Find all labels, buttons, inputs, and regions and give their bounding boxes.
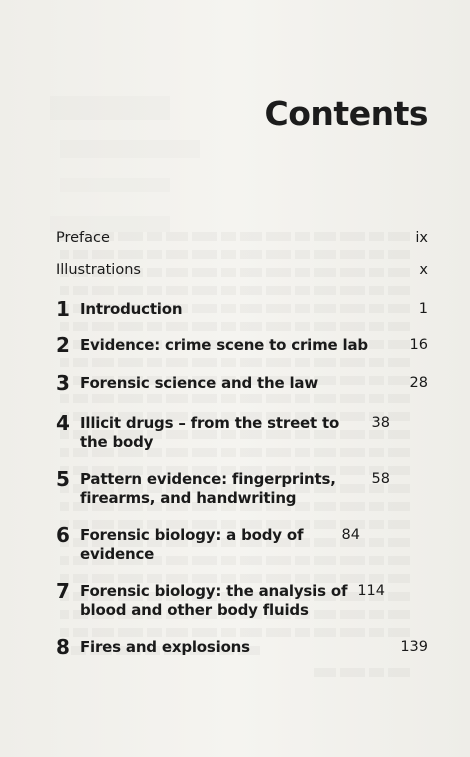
chapter-number: 3 [56, 371, 70, 395]
toc-entry-title: Illustrations [56, 262, 141, 278]
chapter-number: 6 [56, 523, 70, 547]
toc-entry-title: Preface [56, 230, 110, 246]
toc-entry-preface[interactable] [56, 222, 428, 254]
chapter-title: Forensic biology: a body of evidence [80, 526, 304, 563]
toc-chapter-2[interactable] [56, 334, 428, 356]
page-title: Contents [264, 94, 428, 133]
toc-chapter-3[interactable] [56, 372, 428, 394]
chapter-number: 4 [56, 411, 70, 435]
toc-entry-page: x [419, 262, 428, 278]
toc-chapter-8[interactable] [56, 636, 428, 658]
chapter-page: 1 [418, 301, 428, 317]
chapter-title: Evidence: crime scene to crime lab [80, 336, 368, 354]
table-of-contents [56, 222, 428, 659]
chapter-page: 28 [409, 375, 428, 391]
chapter-page: 16 [409, 337, 428, 353]
chapter-page: 139 [400, 639, 428, 655]
chapter-title: Forensic science and the law [80, 374, 319, 392]
chapter-page: 84 [341, 527, 360, 543]
toc-entry-illustrations[interactable] [56, 254, 428, 286]
chapter-number: 8 [56, 635, 70, 659]
toc-chapter-6[interactable] [56, 524, 428, 564]
chapter-title: Introduction [80, 300, 183, 318]
chapter-number: 5 [56, 467, 70, 491]
chapter-page: 38 [371, 415, 390, 431]
toc-chapter-7[interactable] [56, 580, 428, 620]
chapter-page: 58 [371, 471, 390, 487]
chapter-title: Illicit drugs – from the street to the body [80, 414, 340, 451]
toc-chapter-4[interactable] [56, 412, 428, 452]
chapter-number: 1 [56, 297, 70, 321]
toc-chapter-5[interactable] [56, 468, 428, 508]
chapter-title: Pattern evidence: fingerprints, firearms, and handwriting [80, 470, 336, 507]
chapter-number: 7 [56, 579, 70, 603]
toc-chapter-1[interactable] [56, 298, 428, 320]
chapter-number: 2 [56, 333, 70, 357]
toc-entry-page: ix [415, 230, 428, 246]
chapter-title: Fires and explosions [80, 638, 250, 656]
chapter-page: 114 [357, 583, 385, 599]
chapter-title: Forensic biology: the analysis of blood and other body fluids [80, 582, 348, 619]
